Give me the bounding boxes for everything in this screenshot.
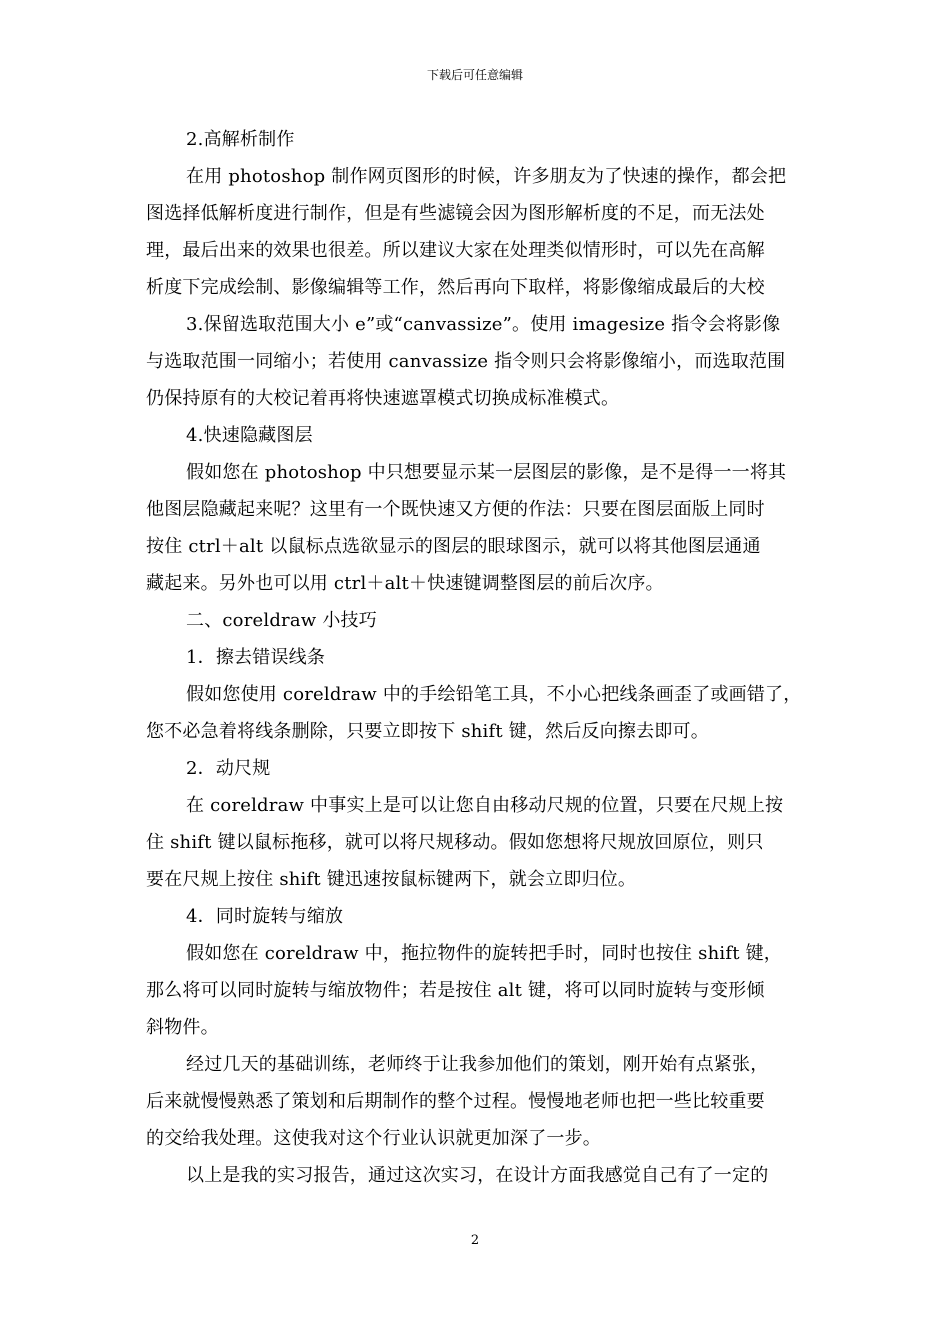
text-line: 假如您在 photoshop 中只想要显示某一层图层的影像，是不是得一一将其 [186,462,787,483]
page-header-note: 下载后可任意编辑 [426,68,523,82]
text-line: 4.快速隐藏图层 [186,425,313,446]
document-body [146,121,806,1194]
text-line: 与选取范围一同缩小；若使用 canvassize 指令则只会将影像缩小，而选取范围 [146,351,786,372]
text-line: 他图层隐藏起来呢？这里有一个既快速又方便的作法：只要在图层面版上同时 [146,499,765,520]
page-number: 2 [470,1233,480,1248]
text-line: 图选择低解析度进行制作，但是有些滤镜会因为图形解析度的不足，而无法处 [146,203,765,224]
text-line: 假如您在 coreldraw 中，拖拉物件的旋转把手时，同时也按住 shift 键， [186,943,782,964]
text-line: 后来就慢慢熟悉了策划和后期制作的整个过程。慢慢地老师也把一些比较重要 [146,1091,765,1112]
text-line: 在用 photoshop 制作网页图形的时候，许多朋友为了快速的操作，都会把 [186,166,787,187]
text-line: 3.保留选取范围大小 e”或“canvassize”。使用 imagesize 指令会将影像 [186,314,781,335]
text-line: 2.高解析制作 [186,129,295,150]
text-line: 析度下完成绘制、影像编辑等工作，然后再向下取样，将影像缩成最后的大校 [146,277,765,298]
text-line: 假如您使用 coreldraw 中的手绘铅笔工具，不小心把线条画歪了或画错了， [186,684,802,705]
text-line: 那么将可以同时旋转与缩放物件；若是按住 alt 键，将可以同时旋转与变形倾 [146,980,765,1001]
text-line: 理，最后出来的效果也很差。所以建议大家在处理类似情形时，可以先在高解 [146,240,765,261]
text-line: 要在尺规上按住 shift 键迅速按鼠标键两下，就会立即归位。 [146,869,637,890]
text-line: 在 coreldraw 中事实上是可以让您自由移动尺规的位置，只要在尺规上按 [186,795,784,816]
text-line: 藏起来。另外也可以用 ctrl＋alt＋快速键调整图层的前后次序。 [146,573,664,594]
text-line: 斜物件。 [146,1017,219,1038]
text-line: 以上是我的实习报告，通过这次实习，在设计方面我感觉自己有了一定的 [186,1165,769,1186]
text-line: 2．动尺规 [186,758,271,779]
text-line: 二、coreldraw 小技巧 [186,610,377,631]
text-line: 4．同时旋转与缩放 [186,906,344,927]
text-line: 住 shift 键以鼠标拖移，就可以将尺规移动。假如您想将尺规放回原位，则只 [146,832,764,853]
text-line: 仍保持原有的大校记着再将快速遮罩模式切换成标准模式。 [146,388,620,409]
text-line: 的交给我处理。这使我对这个行业认识就更加深了一步。 [146,1128,601,1149]
text-line: 1．擦去错误线条 [186,647,326,668]
text-line: 按住 ctrl＋alt 以鼠标点选欲显示的图层的眼球图示，就可以将其他图层通通 [146,536,761,557]
text-line: 您不必急着将线条删除，只要立即按下 shift 键，然后反向擦去即可。 [146,721,709,742]
text-line: 经过几天的基础训练，老师终于让我参加他们的策划，刚开始有点紧张， [186,1054,769,1075]
